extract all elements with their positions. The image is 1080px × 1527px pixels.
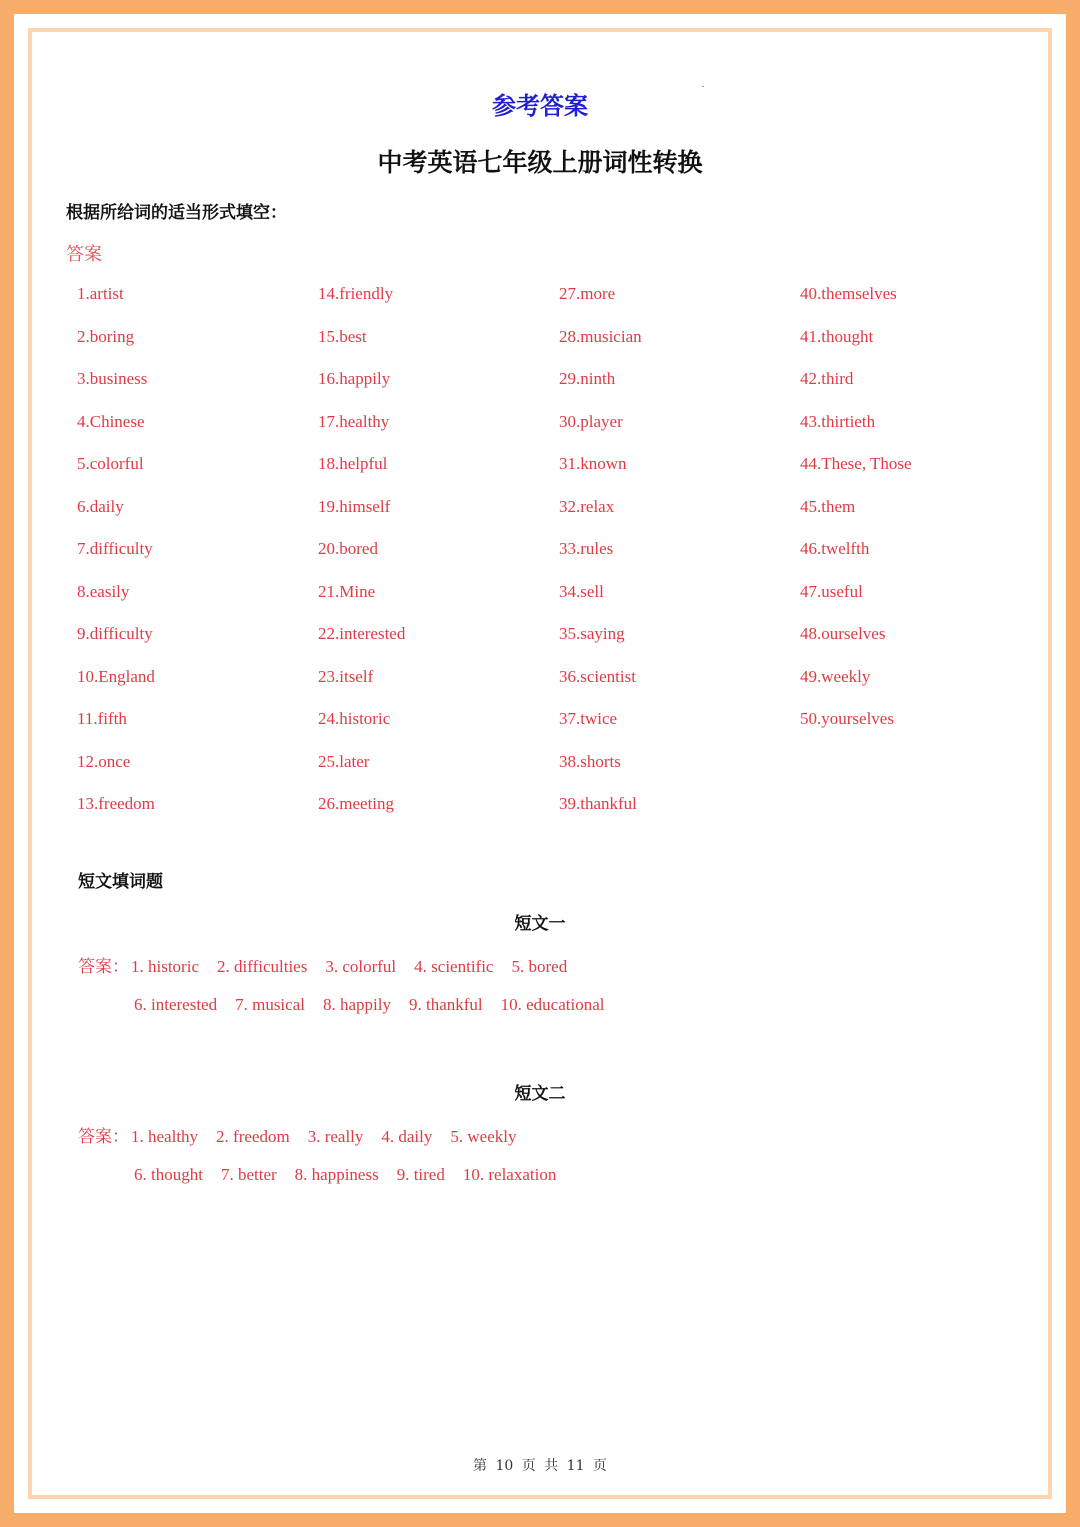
word-form-answer: 22.interested xyxy=(318,624,406,643)
passage-2-answers-line-1 xyxy=(78,1122,534,1147)
answer-item: 3. colorful xyxy=(325,957,397,976)
word-form-answer: 26.meeting xyxy=(318,794,395,813)
answer-item: 8. happiness xyxy=(294,1165,379,1184)
word-form-answer: 23.itself xyxy=(318,666,374,686)
word-form-answer: 50.yourselves xyxy=(800,709,894,728)
word-form-answer: 34.sell xyxy=(559,581,604,601)
word-form-answer: 17.healthy xyxy=(318,411,390,431)
section-title: 短文填词题 xyxy=(78,872,163,892)
word-form-answer: 1.artist xyxy=(77,284,124,303)
answer-item: 10. educational xyxy=(500,995,605,1014)
passage-2-answer-label: 答案： xyxy=(78,1127,129,1147)
answer-item: 4. scientific xyxy=(414,957,494,976)
answer-item: 4. daily xyxy=(381,1127,433,1146)
answer-item: 7. better xyxy=(220,1165,277,1184)
word-form-answer: 10.England xyxy=(77,666,155,686)
answer-item: 6. interested xyxy=(134,995,218,1014)
passage-1-answer-label: 答案： xyxy=(78,957,129,977)
word-form-answer: 31.known xyxy=(559,454,627,473)
answer-item: 9. tired xyxy=(396,1165,445,1184)
word-form-answer: 25.later xyxy=(318,751,370,771)
passage-1-answers-line-1 xyxy=(78,952,585,977)
answer-item: 10. relaxation xyxy=(462,1165,557,1184)
word-form-answer: 28.musician xyxy=(559,326,642,346)
answer-item: 9. thankful xyxy=(408,995,483,1014)
word-form-answer: 20.bored xyxy=(318,539,378,558)
answer-item: 3. really xyxy=(307,1127,364,1146)
word-form-answer: 6.daily xyxy=(77,496,124,516)
instruction-text: 根据所给词的适当形式填空： xyxy=(66,203,287,223)
word-form-answer: 5.colorful xyxy=(77,454,144,473)
word-form-answer: 35.saying xyxy=(559,624,625,643)
word-form-answer: 30.player xyxy=(559,411,623,431)
word-form-answer: 43.thirtieth xyxy=(800,411,876,431)
word-form-answer: 33.rules xyxy=(559,539,614,558)
word-form-answer: 18.helpful xyxy=(318,454,388,473)
answer-item: 6. thought xyxy=(134,1165,203,1184)
answer-item: 5. weekly xyxy=(450,1127,517,1146)
word-form-answer: 2.boring xyxy=(77,326,135,346)
page-border-inner xyxy=(28,28,1052,1499)
word-form-answer: 27.more xyxy=(559,284,616,303)
answer-label: 答案 xyxy=(66,244,102,265)
word-form-answer: 8.easily xyxy=(77,581,130,601)
word-form-answer: 21.Mine xyxy=(318,581,376,601)
word-form-answer: 24.historic xyxy=(318,709,391,728)
answer-item: 5. bored xyxy=(511,957,568,976)
word-form-answer: 39.thankful xyxy=(559,794,637,813)
answer-item: 1. healthy xyxy=(131,1127,199,1146)
word-form-answer: 37.twice xyxy=(559,709,618,728)
word-form-answer: 4.Chinese xyxy=(77,411,145,431)
word-form-answer: 16.happily xyxy=(318,369,391,388)
word-form-answer: 15.best xyxy=(318,326,367,346)
word-form-answer: 42.third xyxy=(800,369,854,388)
word-form-answer: 45.them xyxy=(800,496,856,516)
passage-1-heading: 短文一 xyxy=(514,914,566,934)
word-form-answer: 14.friendly xyxy=(318,284,394,303)
word-form-answer: 40.themselves xyxy=(800,284,897,303)
word-form-answer: 19.himself xyxy=(318,496,391,516)
word-form-answer: 7.difficulty xyxy=(77,539,153,558)
word-form-answer: 9.difficulty xyxy=(77,624,153,643)
passage-2-heading: 短文二 xyxy=(514,1084,566,1104)
worksheet-title: 中考英语七年级上册词性转换 xyxy=(377,148,703,177)
word-form-answer: 49.weekly xyxy=(800,666,871,686)
passage-2-answers-line-2 xyxy=(134,1165,574,1185)
answer-item: 2. difficulties xyxy=(217,957,308,976)
word-form-answer: 32.relax xyxy=(559,496,615,516)
word-form-answer: 46.twelfth xyxy=(800,539,870,558)
word-form-answer: 11.fifth xyxy=(77,709,127,728)
word-form-answer: 12.once xyxy=(77,751,131,771)
answer-item: 2. freedom xyxy=(216,1127,290,1146)
word-form-answer: 41.thought xyxy=(800,326,874,346)
word-form-answer: 38.shorts xyxy=(559,751,621,771)
answer-item: 8. happily xyxy=(322,995,391,1014)
answer-key-heading: 参考答案 xyxy=(492,91,588,120)
word-form-answer: 13.freedom xyxy=(77,794,155,813)
passage-1-answers-line-2 xyxy=(134,995,623,1015)
word-form-answer: 44.These, Those xyxy=(800,454,912,473)
word-form-answer: 3.business xyxy=(77,369,148,388)
answer-item: 7. musical xyxy=(235,995,305,1014)
page-footer: 第 10 页 共 11 页 xyxy=(473,1458,607,1474)
answer-item: 1. historic xyxy=(131,957,199,976)
word-form-answer: 48.ourselves xyxy=(800,624,886,643)
word-form-answer: 47.useful xyxy=(800,581,863,601)
word-form-answer: 36.scientist xyxy=(559,666,636,686)
word-form-answer: 29.ninth xyxy=(559,369,616,388)
